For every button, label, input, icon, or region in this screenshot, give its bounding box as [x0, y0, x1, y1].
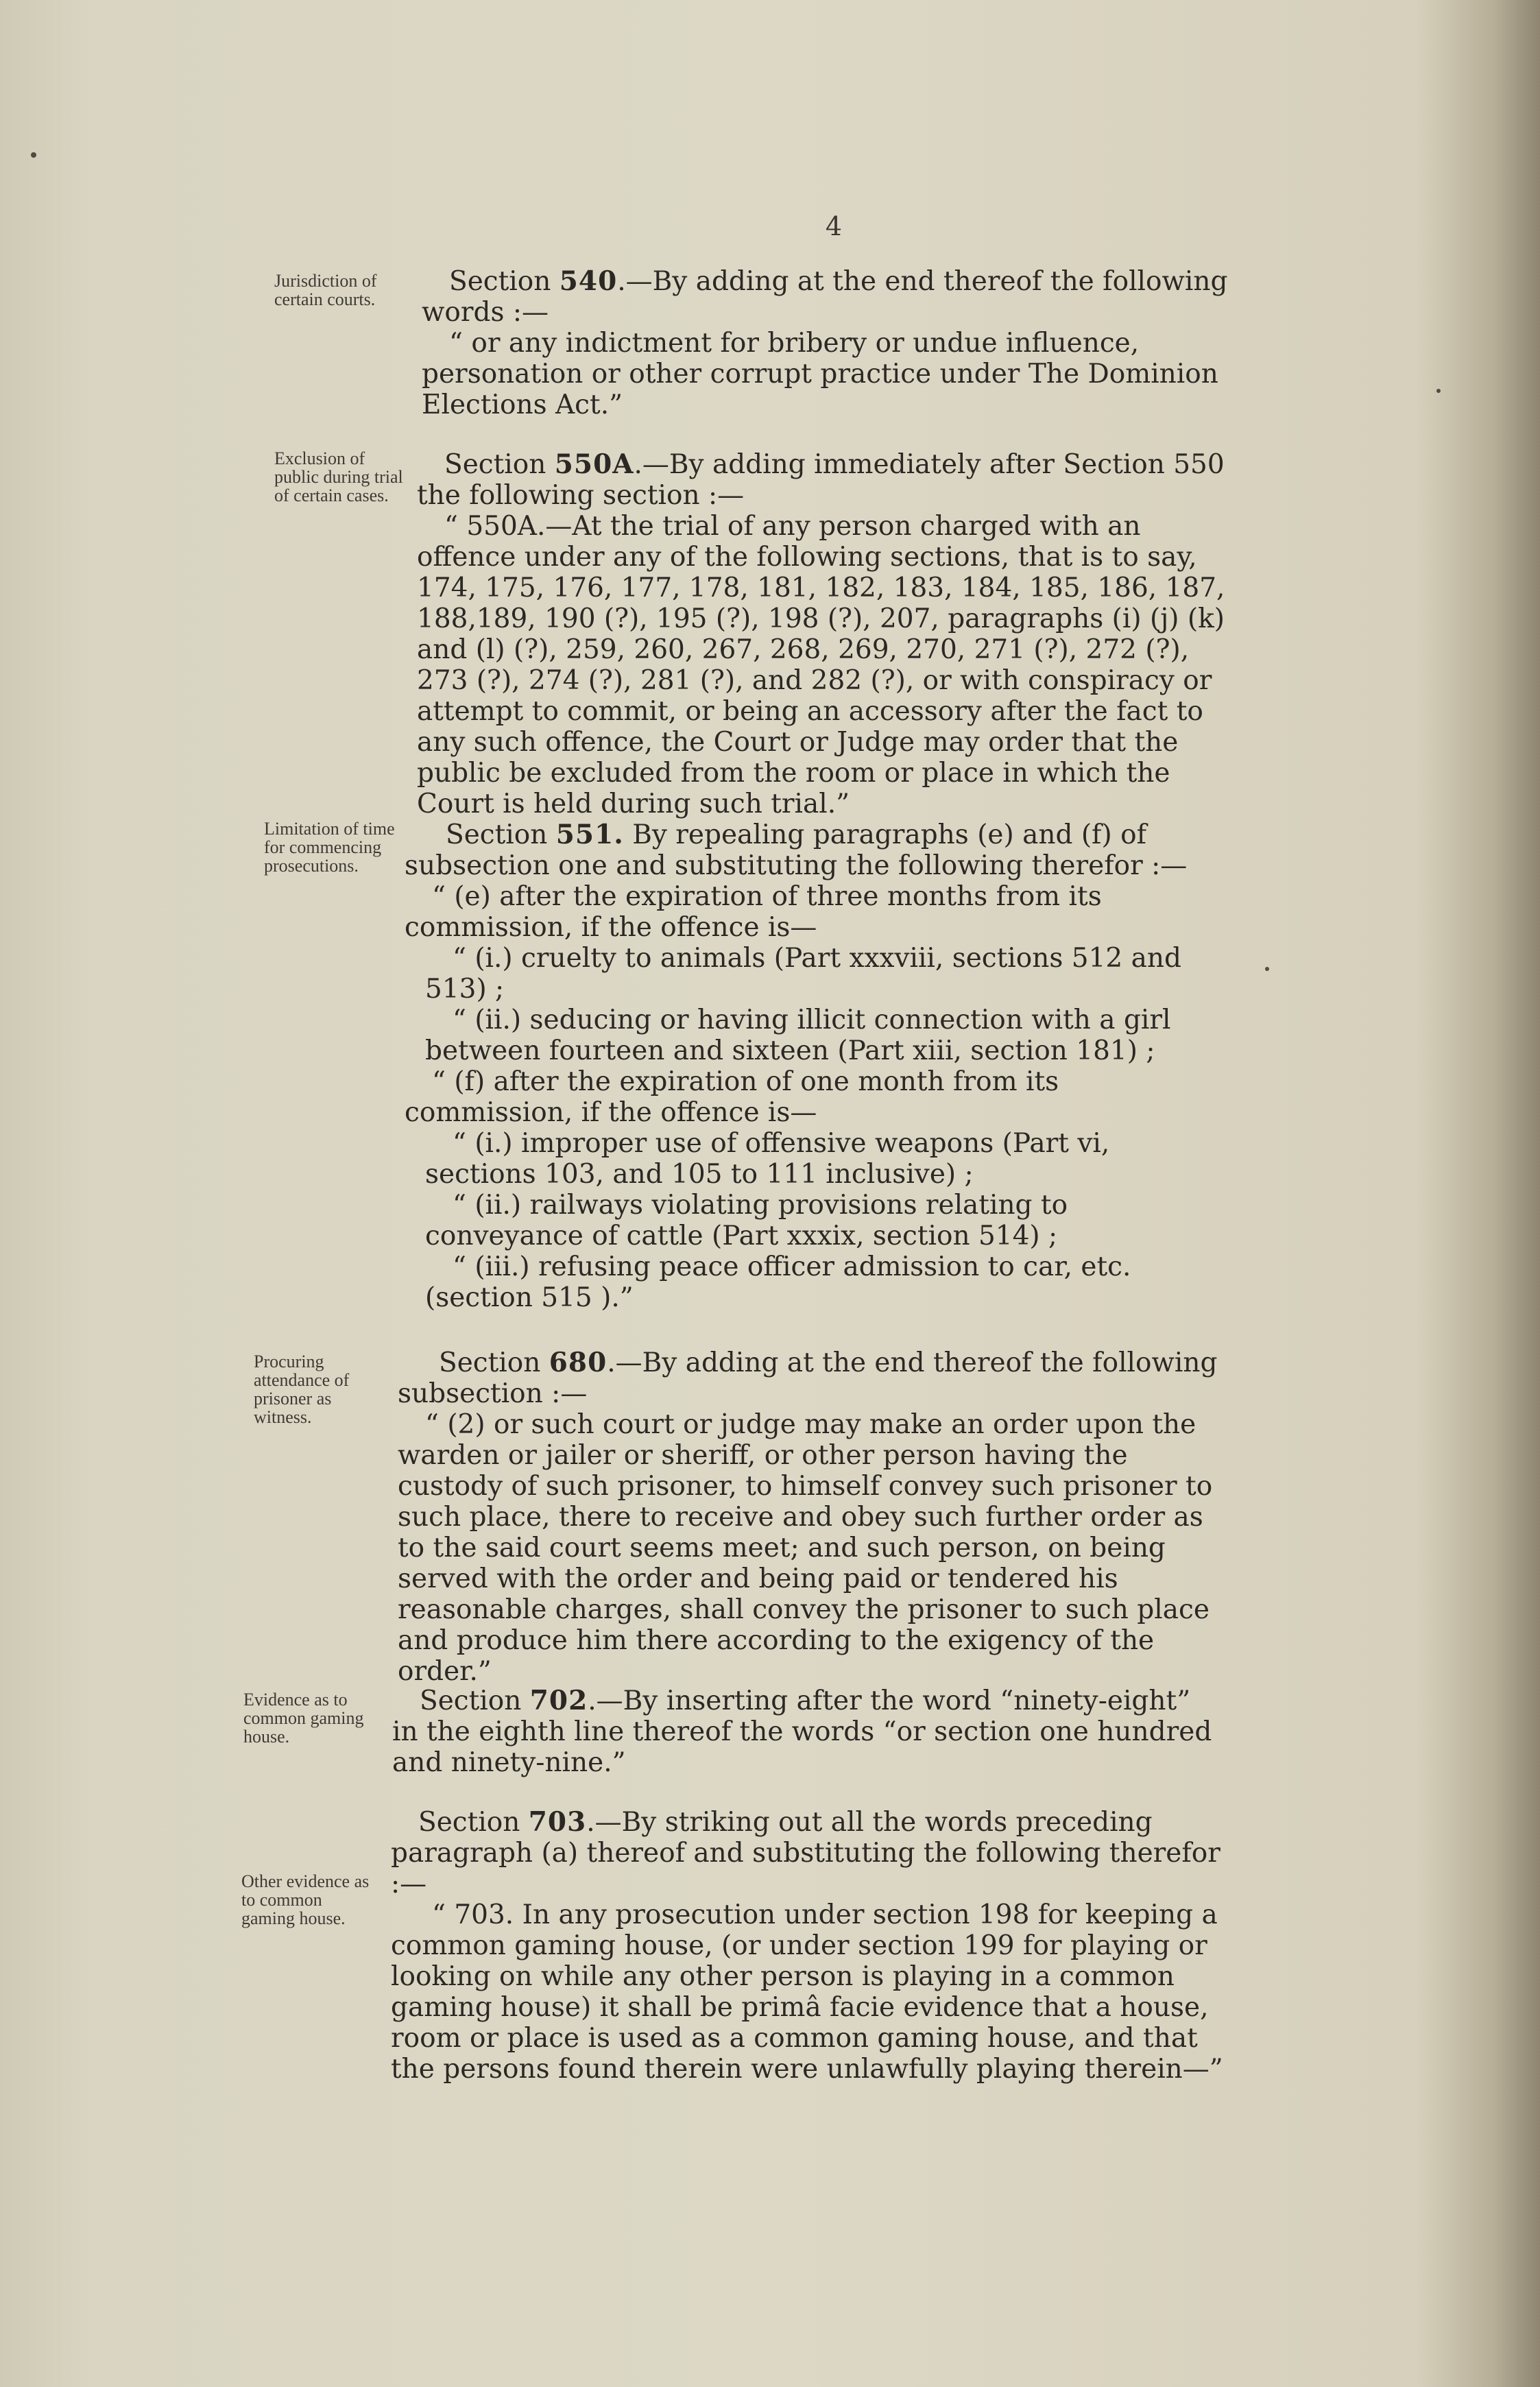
ink-speck — [1265, 967, 1269, 971]
section-550a — [417, 449, 1236, 819]
section-paragraph: “ (ii.) seducing or having illicit connection with a girl between fourteen and sixteen (Part xiii, section 181) ; — [425, 1005, 1171, 1066]
section-heading: Section 680.—By adding at the end thereof the following subsection :— — [398, 1347, 1218, 1409]
section-heading: Section 551. By repealing paragraphs (e) and (f) of subsection one and substituting the following therefor :— — [405, 819, 1188, 881]
page-number: 4 — [825, 211, 843, 241]
section-paragraph: “ 703. In any prosecution under section 198 for keeping a common gaming house, (or under section 199 for playing or looking on while any other person is playing in a common gaming house) it shall be primâ facie evidence that a house, room or place is used as a common gaming house, and that the persons found therein were unlawfully playing therein—” — [391, 1899, 1223, 2085]
section-paragraph: “ (f) after the expiration of one month from its commission, if the offence is— — [405, 1066, 1059, 1128]
section-heading: Section 550A.—By adding immediately after Section 550 the following section :— — [417, 448, 1225, 511]
margin-note-procuring-attendance: Procuring attendance of prisoner as witness. — [254, 1352, 350, 1427]
section-paragraph: “ (iii.) refusing peace officer admission to car, etc. (section 515 ).” — [425, 1251, 1131, 1313]
margin-note-limitation-of-time: Limitation of time for commencing prosecutions. — [264, 819, 395, 876]
margin-note-evidence-gaming-house: Evidence as to common gaming house. — [243, 1690, 364, 1747]
section-heading: Section 702.—By inserting after the word “ninety-eight” in the eighth line thereof the words “or section one hundred and ninety-nine.” — [392, 1685, 1212, 1778]
section-paragraph: “ (e) after the expiration of three months from its commission, if the offence is— — [405, 881, 1102, 943]
section-paragraph: “ (ii.) railways violating provisions relating to conveyance of cattle (Part xxxix, section 514) ; — [425, 1190, 1068, 1251]
section-paragraph: “ 550A.—At the trial of any person charged with an offence under any of the following sections, that is to say, 174, 175, 176, 177, 178, 181, 182, 183, 184, 185, 186, 187, 188,189, 190 (?), 195 (?), 198 (?), 207, paragraphs (i) (j) (k) and (l) (?), 259, 260, 267, 268, 269, 270, 271 (?), 272 (?), 273 (?), 274 (?), 281 (?), and 282 (?), or with conspiracy or attempt to commit, or being an accessory after the fact to any such offence, the Court or Judge may order that the public be excluded from the room or place in which the Court is held during such trial.” — [417, 511, 1225, 819]
section-540 — [422, 266, 1241, 420]
ink-speck — [1436, 389, 1441, 393]
margin-note-jurisdiction: Jurisdiction of certain courts. — [274, 271, 377, 309]
section-703 — [391, 1807, 1224, 2085]
section-702 — [392, 1686, 1222, 1778]
margin-note-other-evidence: Other evidence as to common gaming house. — [241, 1871, 370, 1928]
section-551 — [405, 819, 1227, 1313]
section-heading: Section 703.—By striking out all the words preceding paragraph (a) thereof and substituting the following therefor :— — [391, 1806, 1220, 1899]
margin-note-exclusion-of-public: Exclusion of public during trial of certain cases. — [274, 448, 403, 505]
section-paragraph: “ (2) or such court or judge may make an order upon the warden or jailer or sheriff, or other person having the custody of such prisoner, to himself convey such prisoner to such place, there to receive and obey such further order as to the said court seems meet; and such person, on being served with the order and being paid or tendered his reasonable charges, shall convey the prisoner to such place and produce him there according to the exigency of the order.” — [398, 1409, 1213, 1687]
section-paragraph: “ (i.) improper use of offensive weapons (Part vi, sections 103, and 105 to 111 inclusive) ; — [425, 1128, 1110, 1190]
ink-speck — [31, 152, 36, 158]
section-paragraph: “ (i.) cruelty to animals (Part xxxviii, sections 512 and 513) ; — [425, 943, 1181, 1005]
section-680 — [398, 1347, 1224, 1687]
section-paragraph: “ or any indictment for bribery or undue influence, personation or other corrupt practice under The Dominion Elections Act.” — [422, 328, 1218, 420]
section-heading: Section 540.—By adding at the end thereof the following words :— — [422, 265, 1228, 328]
